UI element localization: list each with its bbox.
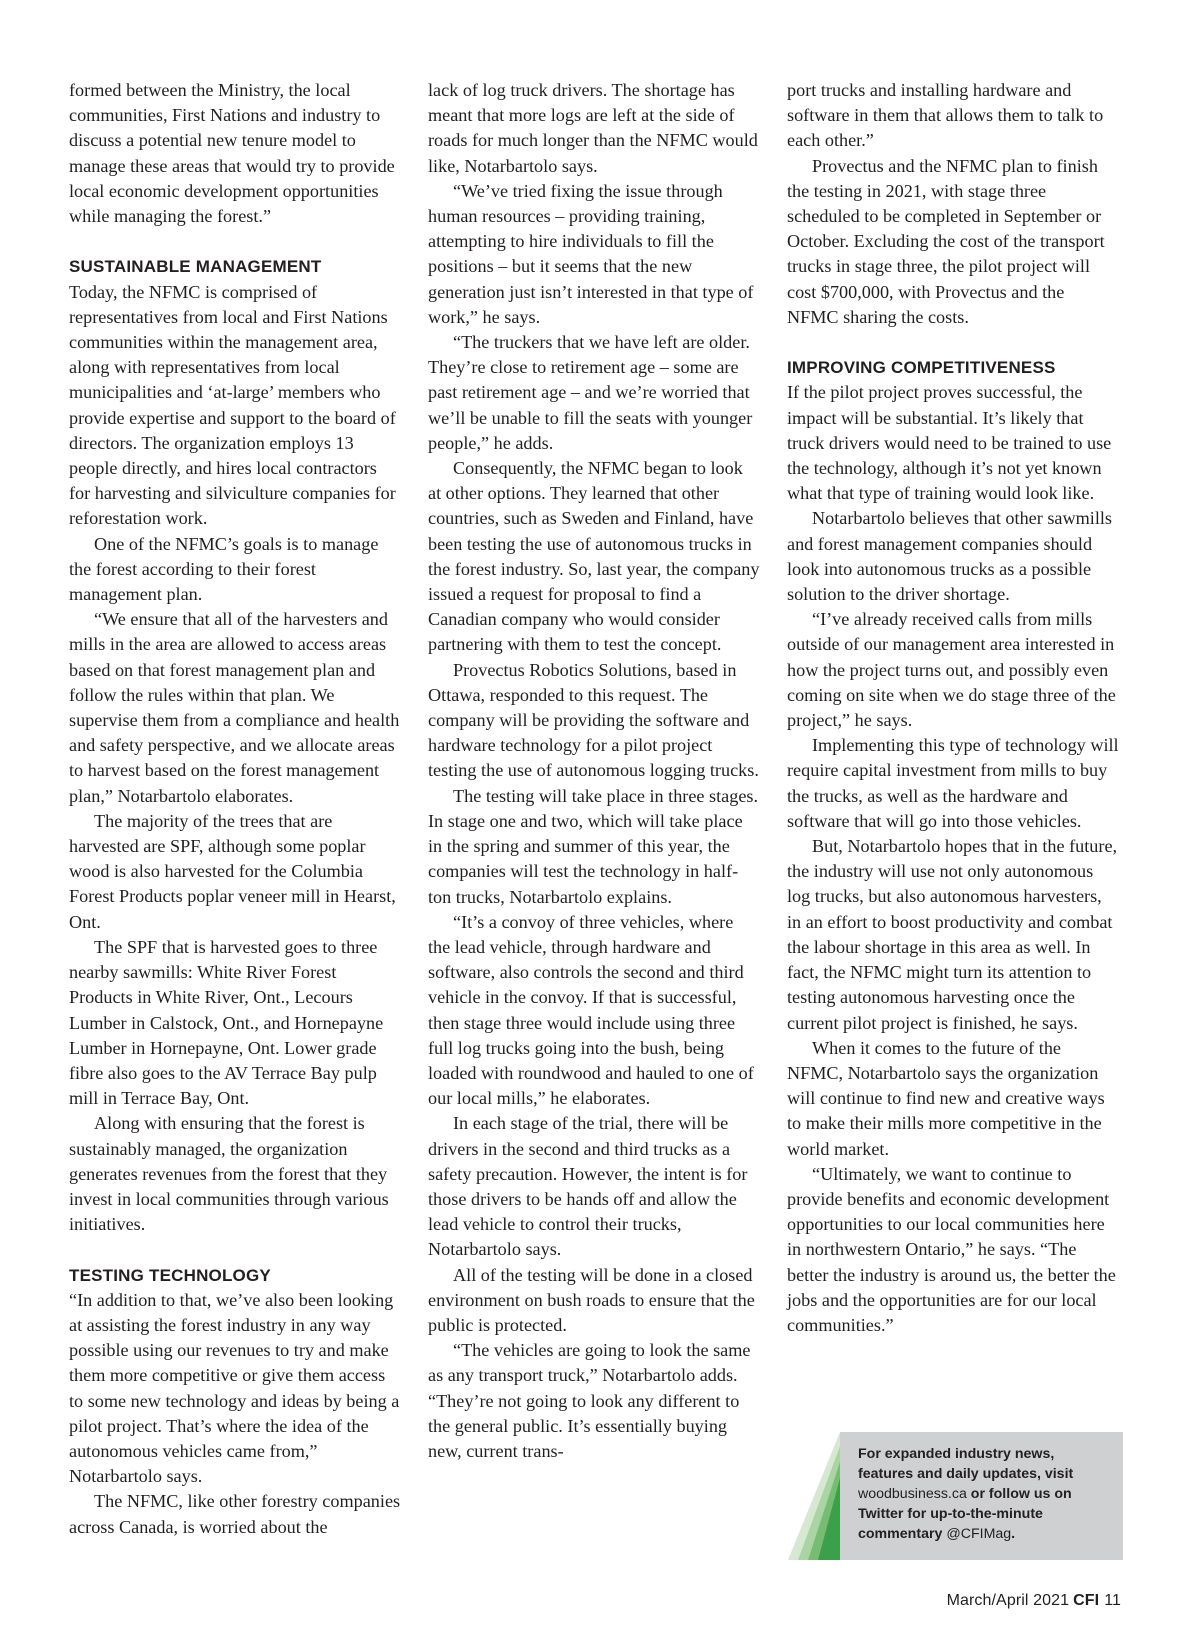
issue-date: March/April 2021 [946, 1592, 1070, 1609]
page-number: 11 [1104, 1592, 1121, 1609]
paragraph: “We ensure that all of the harvesters and mills in the area are allowed to access areas based on that forest management plan and follow the rules within that plan. We supervise them from a compliance and health and safety perspective, and we allocate areas to harvest based on the forest management plan,” Notarbartolo elaborates. [69, 609, 400, 806]
paragraph: “The vehicles are going to look the same as any transport truck,” Notarbartolo adds. “They’re not going to look any different to the general public. It’s essentially buying new, current trans- [428, 1340, 751, 1461]
paragraph: “We’ve tried fixing the issue through human resources – providing training, attempting to hire individuals to fill the positions – but it seems that the new generation just isn’t interested in that type of work,” he says. [428, 180, 754, 327]
paragraph: The SPF that is harvested goes to three nearby sawmills: White River Forest Products in White River, Ont., Lecours Lumber in Calstock, Ont., and Hornepayne Lumber in Hornepayne, Ont. Lower grade fibre also goes to the AV Terrace Bay pulp mill in Terrace Bay, Ont. [69, 936, 384, 1109]
paragraph: The majority of the trees that are harvested are SPF, although some poplar wood is also harvested for the Columbia Forest Products poplar veneer mill in Hearst, Ont. [69, 810, 396, 932]
paragraph: Provectus and the NFMC plan to finish the testing in 2021, with stage three scheduled to be completed in September or October. Excluding the cost of the transport trucks in stage three, the pilot project will cost $700,000, with Provectus and the NFMC sharing the costs. [787, 155, 1105, 327]
section-heading: TESTING TECHNOLOGY [69, 1265, 271, 1285]
paragraph: “In addition to that, we’ve also been looking at assisting the forest industry in any way possible using our revenues to try and make them more competitive or give them access to some new technology and ideas by being a pilot project. That’s where the idea of the autonomous vehicles came from,” Notarbartolo says. [69, 1289, 400, 1487]
paragraph: The testing will take place in three stages. In stage one and two, which will take place in the spring and summer of this year, the companies will test the technology in half-ton trucks, Notarbartolo explains. [428, 785, 759, 907]
paragraph: All of the testing will be done in a closed environment on bush roads to ensure that the public is protected. [428, 1264, 755, 1335]
section-heading: IMPROVING COMPETITIVENESS [787, 358, 1056, 378]
paragraph: If the pilot project proves successful, the impact will be substantial. It’s likely that truck drivers would need to be trained to use the technology, although it’s not yet known what that type of training would look like. [787, 382, 1112, 504]
paragraph: port trucks and installing hardware and software in them that allows them to talk to each other.” [787, 80, 1104, 151]
website-link[interactable]: woodbusiness.ca [858, 1486, 967, 1502]
paragraph: “Ultimately, we want to continue to provide benefits and economic development opportunities to our local communities here in northwestern Ontario,” he says. “The better the industry is around us, the better the jobs and the opportunities are for our local communities.” [787, 1163, 1116, 1335]
paragraph: Notarbartolo believes that other sawmills and forest management companies should look into autonomous trucks as a possible solution to the driver shortage. [787, 508, 1113, 605]
paragraph: Consequently, the NFMC began to look at other options. They learned that other countries, such as Sweden and Finland, have been testing the use of autonomous trucks in the forest industry. So, last year, the company issued a request for proposal to find a Canadian company who would consider partnering with them to test the concept. [428, 458, 760, 655]
paragraph: Provectus Robotics Solutions, based in Ottawa, responded to this request. The company will be providing the software and hardware technology for a pilot project testing the use of autonomous logging trucks. [428, 659, 759, 781]
section-heading: SUSTAINABLE MANAGEMENT [69, 257, 322, 277]
page-footer [947, 1592, 1121, 1610]
promo-box [786, 1432, 1123, 1560]
paragraph: formed between the Ministry, the local communities, First Nations and industry to discuss a potential new tenure model to manage these areas that would try to provide local economic development opportunities while managing the forest.” [69, 80, 395, 227]
paragraph: When it comes to the future of the NFMC, Notarbartolo says the organization will continue to find new and creative ways to make their mills more competitive in the world market. [787, 1037, 1105, 1159]
paragraph: “It’s a convoy of three vehicles, where the lead vehicle, through hardware and software, also controls the second and third vehicle in the convoy. If that is successful, then stage three would include using three full log trucks going into the bush, being loaded with roundwood and hauled to one of our local mills,” he elaborates. [428, 911, 754, 1109]
article-column-3 [787, 78, 1119, 1338]
twitter-handle-link[interactable]: @CFIMag [946, 1526, 1012, 1542]
paragraph: The NFMC, like other forestry companies across Canada, is worried about the [69, 1491, 401, 1537]
promo-text: For expanded industry news, features and daily updates, visit woodbusiness.ca or follow us on Twitter for up-to-the-minute commentary @CFIMag. [858, 1446, 1074, 1542]
paragraph: But, Notarbartolo hopes that in the future, the industry will use not only autonomous log trucks, but also autonomous harvesters, in an effort to boost productivity and combat the labour shortage in this area as well. In fact, the NFMC might turn its attention to testing autonomous harvesting once the current pilot project is finished, he says. [787, 836, 1118, 1033]
tree-triangle-icon [786, 1432, 846, 1560]
magazine-name: CFI [1073, 1592, 1100, 1609]
paragraph: “The truckers that we have left are older. They’re close to retirement age – some are past retirement age – and we’re worried that we’ll be unable to fill the seats with younger people,” he adds. [428, 332, 753, 453]
paragraph: Implementing this type of technology will require capital investment from mills to buy the trucks, as well as the hardware and software that will go into those vehicles. [787, 735, 1119, 831]
article-column-2 [428, 78, 760, 1464]
paragraph: “I’ve already received calls from mills outside of our management area interested in how the project turns out, and possibly even coming on site when we do stage three of the project,” he says. [787, 609, 1116, 731]
article-column-1 [69, 78, 401, 1540]
paragraph: One of the NFMC’s goals is to manage the forest according to their forest management plan. [69, 533, 379, 605]
paragraph: Today, the NFMC is comprised of representatives from local and First Nations communities within the management area, along with representatives from local municipalities and ‘at-large’ members who provide expertise and support to the board of directors. The organization employs 13 people directly, and hires local contractors for harvesting and silviculture companies for reforestation work. [69, 281, 396, 529]
paragraph: lack of log truck drivers. The shortage has meant that more logs are left at the side of roads for much longer than the NFMC would like, Notarbartolo says. [428, 80, 758, 176]
paragraph: Along with ensuring that the forest is sustainably managed, the organization generates revenues from the forest that they invest in local communities through various initiatives. [69, 1113, 389, 1235]
paragraph: In each stage of the trial, there will be drivers in the second and third trucks as a safety precaution. However, the intent is for those drivers to be hands off and allow the lead vehicle to control their trucks, Notarbartolo says. [428, 1113, 748, 1260]
